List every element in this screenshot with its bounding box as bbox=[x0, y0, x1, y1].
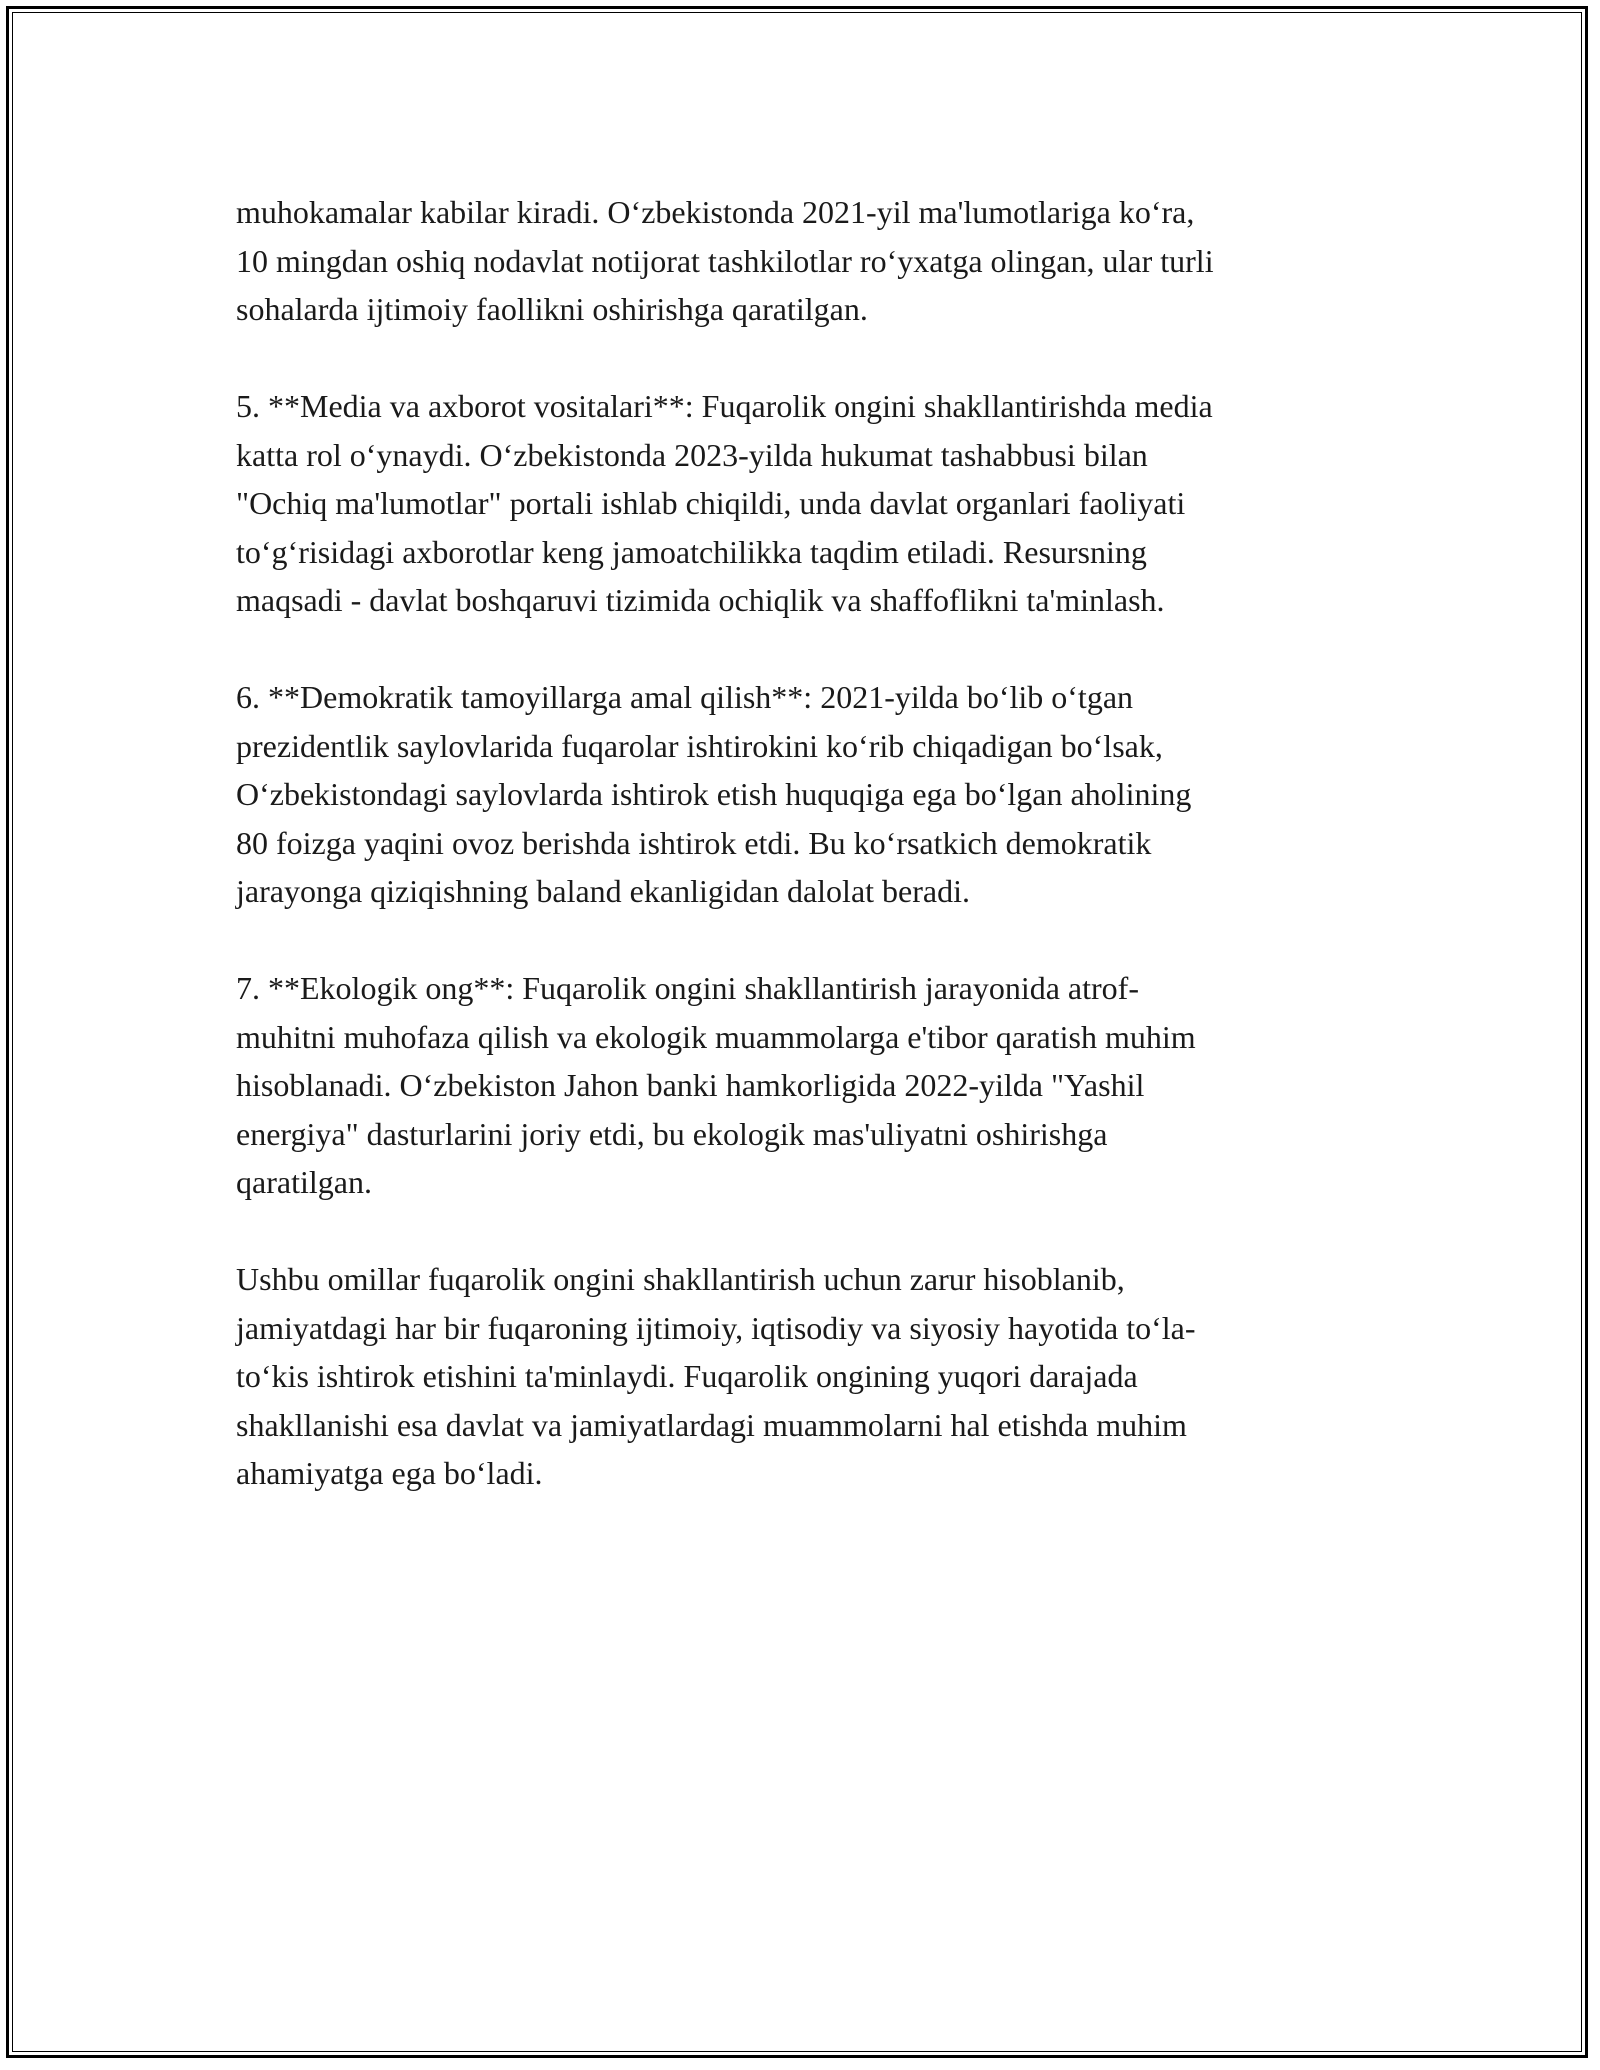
text-line: hisoblanadi. O‘zbekiston Jahon banki hamkorligida 2022-yilda "Yashil bbox=[236, 1067, 1145, 1103]
paragraph-conclusion bbox=[236, 1255, 1366, 1498]
paragraph-item-6-democracy bbox=[236, 673, 1366, 916]
document-body bbox=[236, 188, 1366, 1498]
paragraph-item-7-ecology bbox=[236, 964, 1366, 1207]
text-line: 7. **Ekologik ong**: Fuqarolik ongini shakllantirish jarayonida atrof- bbox=[236, 970, 1139, 1006]
text-line: jamiyatdagi har bir fuqaroning ijtimoiy, iqtisodiy va siyosiy hayotida to‘la- bbox=[236, 1309, 1196, 1346]
text-line: energiya" dasturlarini joriy etdi, bu ekologik mas'uliyatni oshirishga bbox=[236, 1115, 1108, 1152]
text-line: O‘zbekistondagi saylovlarda ishtirok etish huquqiga ega bo‘lgan aholining bbox=[236, 776, 1192, 812]
text-line: ahamiyatga ega bo‘ladi. bbox=[236, 1455, 543, 1491]
text-line: prezidentlik saylovlarida fuqarolar ishtirokini ko‘rib chiqadigan bo‘lsak, bbox=[236, 727, 1163, 764]
text-line: 80 foizga yaqini ovoz berishda ishtirok etdi. Bu ko‘rsatkich demokratik bbox=[236, 824, 1152, 861]
text-line: 6. **Demokratik tamoyillarga amal qilish**: 2021-yilda bo‘lib o‘tgan bbox=[236, 679, 1134, 715]
paragraph-continuation bbox=[236, 188, 1366, 334]
text-line: muhitni muhofaza qilish va ekologik muammolarga e'tibor qaratish muhim bbox=[236, 1018, 1196, 1055]
text-line: jarayonga qiziqishning baland ekanligidan dalolat beradi. bbox=[236, 873, 970, 909]
text-line: qaratilgan. bbox=[236, 1164, 372, 1200]
text-line: to‘kis ishtirok etishini ta'minlaydi. Fuqarolik ongining yuqori darajada bbox=[236, 1358, 1138, 1394]
text-line: katta rol o‘ynaydi. O‘zbekistonda 2023-yilda hukumat tashabbusi bilan bbox=[236, 436, 1148, 473]
text-line: "Ochiq ma'lumotlar" portali ishlab chiqildi, unda davlat organlari faoliyati bbox=[236, 485, 1186, 521]
text-line: shakllanishi esa davlat va jamiyatlardagi muammolarni hal etishda muhim bbox=[236, 1406, 1187, 1443]
text-line: to‘g‘risidagi axborotlar keng jamoatchilikka taqdim etiladi. Resursning bbox=[236, 533, 1147, 570]
text-line: 10 mingdan oshiq nodavlat notijorat tashkilotlar ro‘yxatga olingan, ular turli bbox=[236, 242, 1214, 279]
text-line: Ushbu omillar fuqarolik ongini shakllantirish uchun zarur hisoblanib, bbox=[236, 1261, 1125, 1297]
text-line: 5. **Media va axborot vositalari**: Fuqarolik ongini shakllantirishda media bbox=[236, 388, 1213, 424]
text-line: muhokamalar kabilar kiradi. O‘zbekistonda 2021-yil ma'lumotlariga ko‘ra, bbox=[236, 194, 1195, 230]
text-line: maqsadi - davlat boshqaruvi tizimida ochiqlik va shaffoflikni ta'minlash. bbox=[236, 582, 1165, 618]
text-line: sohalarda ijtimoiy faollikni oshirishga qaratilgan. bbox=[236, 291, 868, 327]
paragraph-item-5-media bbox=[236, 382, 1366, 625]
